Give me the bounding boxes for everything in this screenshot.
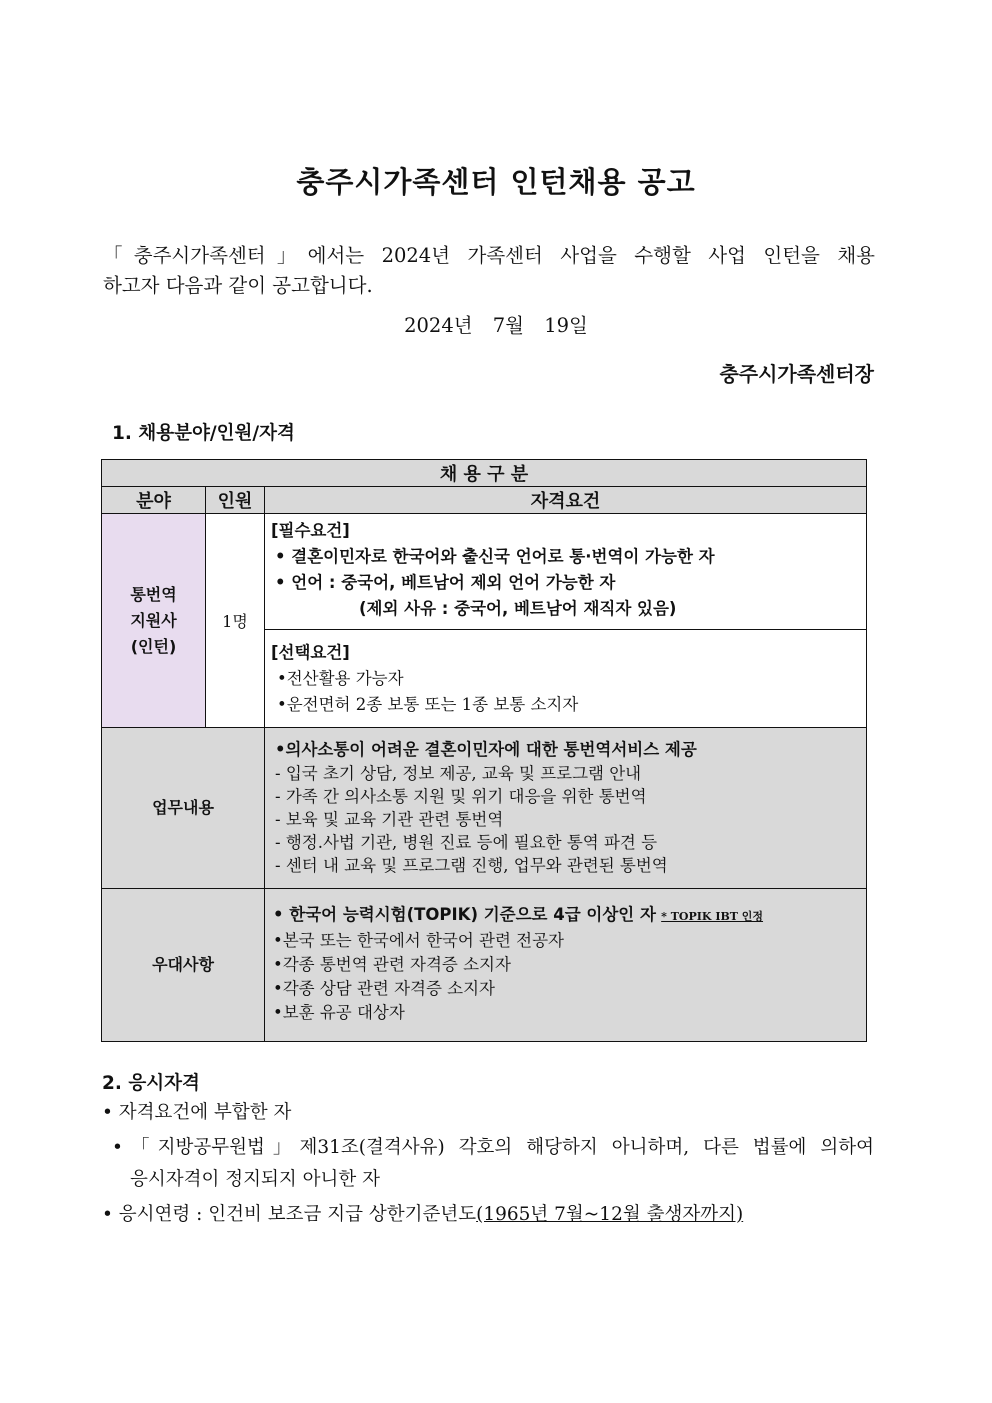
field-line: (인턴) — [130, 636, 177, 656]
field-line: 통번역 — [130, 584, 177, 604]
duties-lead: •의사소통이 어려운 결혼이민자에 대한 통번역서비스 제공 — [275, 740, 697, 759]
column-header-qualification: 자격요건 — [265, 487, 867, 514]
preferred-item: •본국 또는 한국에서 한국어 관련 전공자 — [273, 931, 564, 950]
preferred-item: •보훈 유공 대상자 — [273, 1003, 405, 1022]
age-text: • 응시연령 : 인건비 보조금 지급 상한기준년도 — [102, 1204, 477, 1225]
preferred-lead: • 한국어 능력시험(TOPIK) 기준으로 4급 이상인 자 — [273, 905, 656, 924]
qualification-item-age — [102, 1200, 874, 1226]
required-requirements-cell — [265, 514, 867, 630]
page-title: 충주시가족센터 인턴채용 공고 — [296, 165, 696, 199]
optional-title: [선택요건] — [271, 643, 350, 662]
required-item: • 결혼이민자로 한국어와 출신국 언어로 통·번역이 가능한 자 — [275, 547, 715, 566]
preferred-lead-note: * TOPIK IBT 인정 — [661, 910, 764, 923]
age-range-underlined: (1965년 7월~12월 출생자까지) — [476, 1204, 744, 1225]
duties-item: - 가족 간 의사소통 지원 및 위기 대응을 위한 통번역 — [275, 787, 647, 806]
recruitment-table — [101, 459, 867, 1042]
qualification-item: • 자격요건에 부합한 자 — [102, 1102, 292, 1123]
qualification-item-continued: 응시자격이 정지되지 아니한 자 — [130, 1169, 380, 1190]
field-line: 지원사 — [130, 610, 177, 630]
section-2-title: 2. 응시자격 — [102, 1073, 200, 1094]
duties-item: - 센터 내 교육 및 프로그램 진행, 업무와 관련된 통번역 — [275, 856, 668, 875]
duties-label: 업무내용 — [102, 728, 265, 889]
announcement-date: 2024년 7월 19일 — [404, 314, 588, 337]
duties-item: - 행정.사법 기관, 병원 진료 등에 필요한 통역 파견 등 — [275, 833, 658, 852]
count-cell: 1명 — [206, 514, 265, 728]
preferred-label: 우대사항 — [102, 889, 265, 1042]
preferred-item: •각종 통번역 관련 자격증 소지자 — [273, 955, 511, 974]
required-item-note: (제외 사유 : 중국어, 베트남어 재직자 있음) — [359, 599, 677, 618]
field-cell — [102, 514, 206, 728]
signer: 충주시가족센터장 — [719, 362, 874, 386]
qualification-item: •「지방공무원법」제31조(결격사유) 각호의 해당하지 아니하며, 다른 법률에 의하여 — [112, 1137, 874, 1158]
optional-requirements-cell — [265, 630, 867, 728]
intro-line-1: 「충주시가족센터」에서는 2024년 가족센터 사업을 수행할 사업 인턴을 채용 — [103, 244, 875, 267]
duties-item: - 입국 초기 상담, 정보 제공, 교육 및 프로그램 안내 — [275, 764, 642, 783]
intro-line-2: 하고자 다음과 같이 공고합니다. — [103, 274, 373, 297]
preferred-cell — [265, 889, 867, 1042]
preferred-item: •각종 상담 관련 자격증 소지자 — [273, 979, 495, 998]
column-header-field: 분야 — [102, 487, 206, 514]
table-header-main: 채 용 구 분 — [102, 460, 867, 487]
duties-item: - 보육 및 교육 기관 관련 통번역 — [275, 810, 504, 829]
required-item: • 언어 : 중국어, 베트남어 제외 언어 가능한 자 — [275, 573, 616, 592]
column-header-count: 인원 — [206, 487, 265, 514]
section-1-title: 1. 채용분야/인원/자격 — [112, 423, 295, 444]
optional-item: •전산활용 가능자 — [277, 669, 404, 688]
optional-item: •운전면허 2종 보통 또는 1종 보통 소지자 — [277, 695, 579, 714]
required-title: [필수요건] — [271, 521, 350, 540]
duties-cell — [265, 728, 867, 889]
